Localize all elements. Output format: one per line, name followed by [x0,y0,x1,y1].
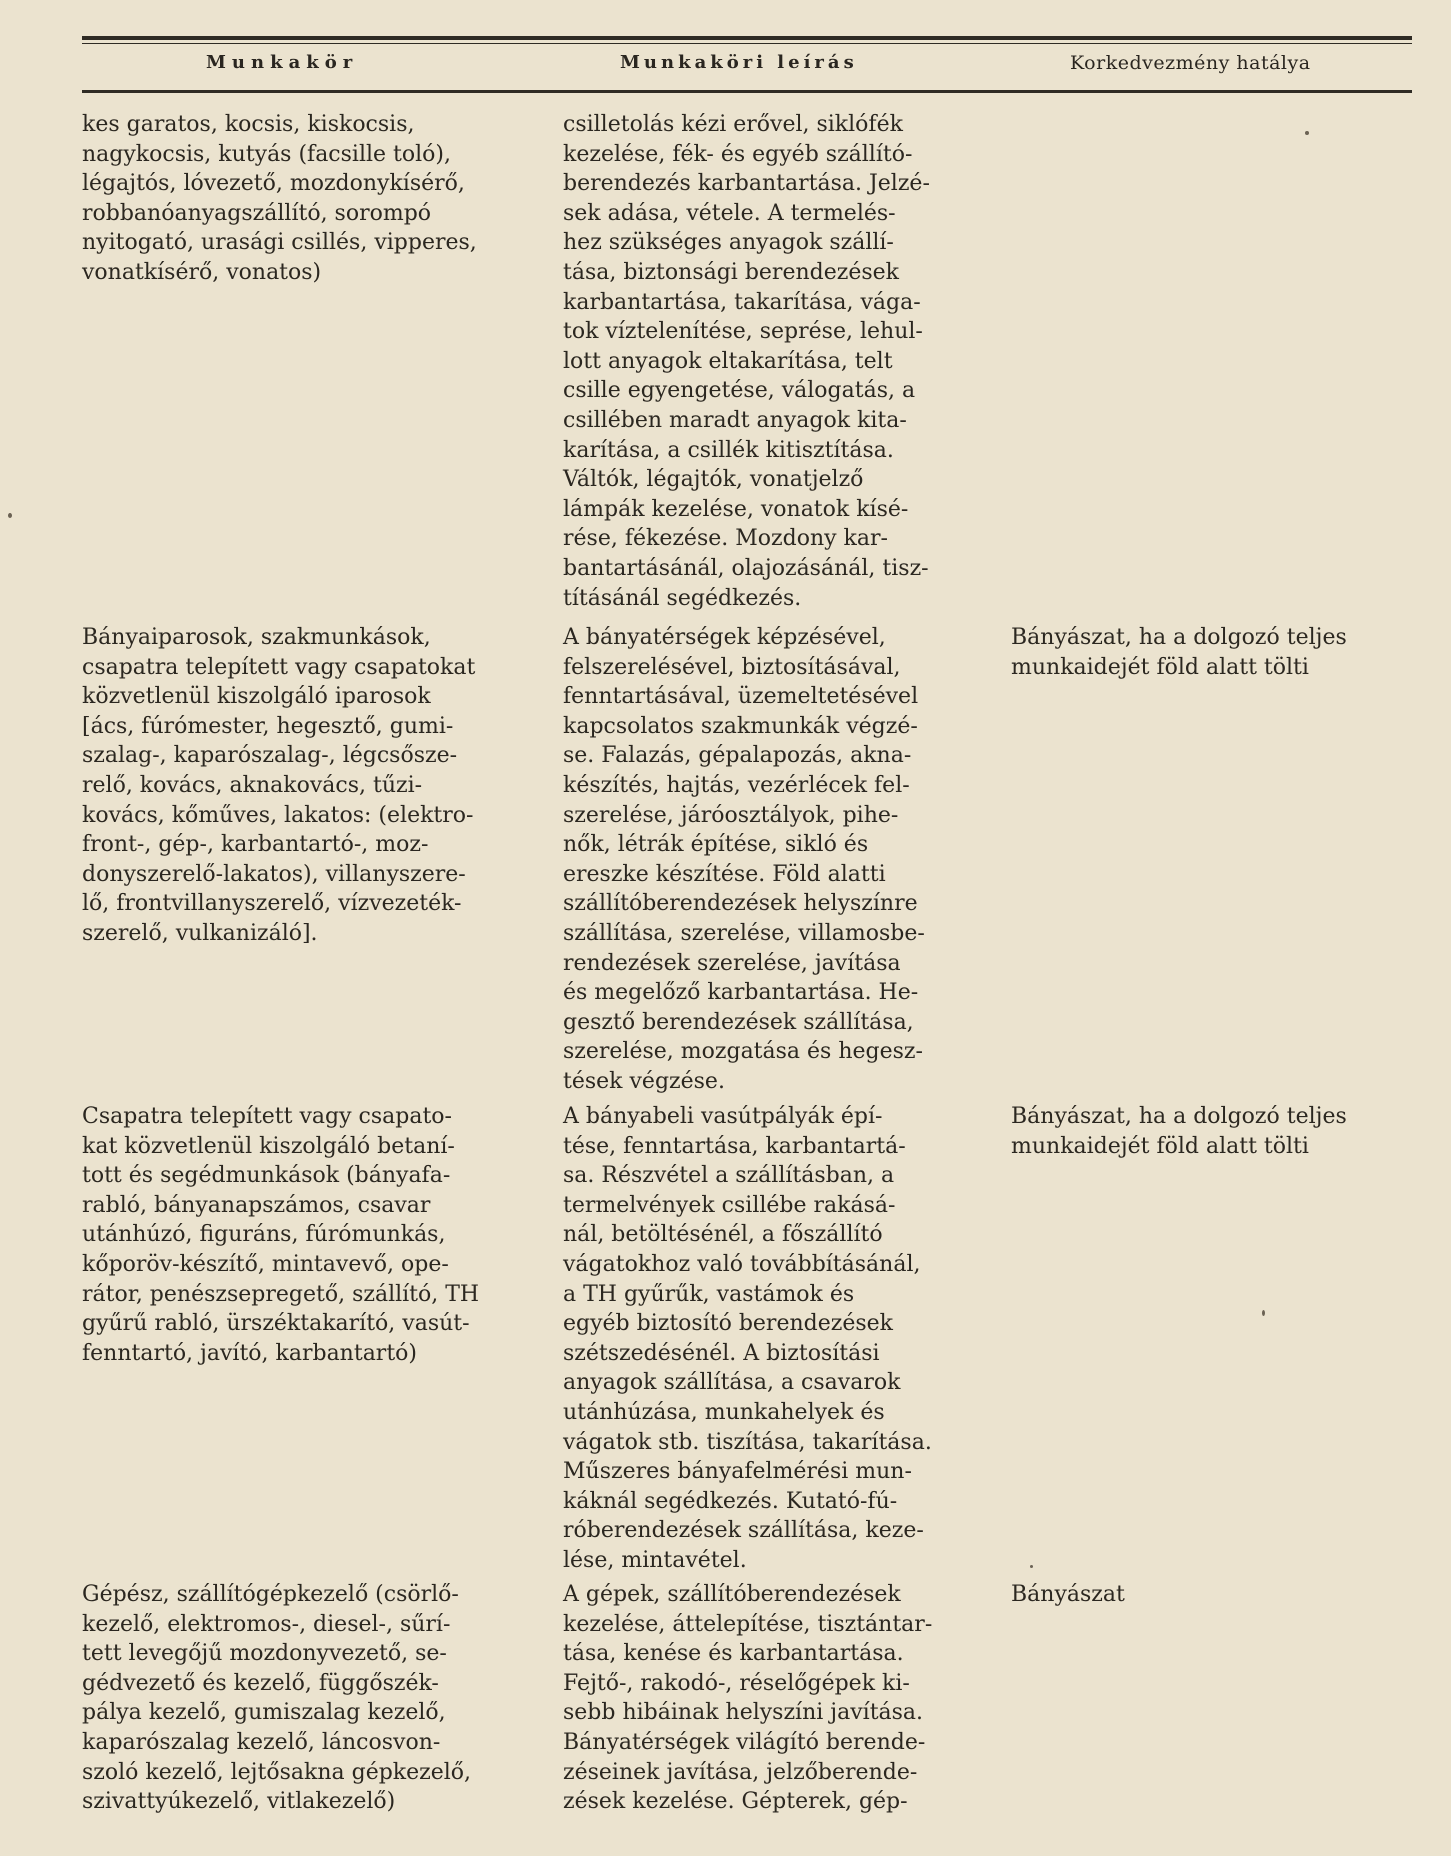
header-rule-bottom [82,90,1412,93]
column-header-scope: Korkedvezmény hatálya [1070,52,1311,74]
row-4-job: Gépész, szállítógépkezelő (csörlő- kezelő, elektromos-, diesel-, sűrí- tett levegőjű mozdonyvezető, se- gédvezető és kezelő, függőszék- pálya kezelő, gumiszalag kezelő, kaparószalag kezelő, láncosvon- szoló kezelő, lejtősakna gépkezelő, szivattyúkezelő, vitlakezelő) [82,1582,472,1815]
paper-speck [1262,1310,1265,1316]
row-3-description: A bányabeli vasútpályák épí- tése, fenntartása, karbantartá- sa. Részvétel a szállításban, a termelvények csillébe rakásá- nál, betöltésénél, a főszállító vágatokhoz való továbbításánál, a TH gyűrűk, vastámok és egyéb biztosító berendezések szétszedésénél. A biztosítási anyagok szállítása, a csavarok utánhúzása, munkahelyek és vágatok stb. tiszítása, takarítása. Műszeres bányafelmérési mun- káknál segédkezés. Kutató-fú- róberendezések szállítása, keze- lése, mintavétel. [563,1104,932,1573]
column-header-job: Munkakör [206,52,359,73]
paper-speck [8,513,12,518]
header-rule-top [82,36,1412,40]
paper-speck [1030,1565,1033,1568]
column-header-description: Munkaköri leírás [620,52,858,73]
row-1-description: csilletolás kézi erővel, siklófék kezelése, fék- és egyéb szállító- berendezés karbantartása. Jelzé- sek adása, vétele. A termelés- hez szükséges anyagok szállí- tása, biztonsági berendezések karbantartása, takarítása, vága- tok víztelenítése, seprése, lehul- lott anyagok eltakarítása, telt csille egyengetése, válogatás, a csillében maradt anyagok kita- karítása, a csillék kitisztítása. Váltók, légajtók, vonatjelző lámpák kezelése, vonatok kísé- rése, fékezése. Mozdony kar- bantartásánál, olajozásánál, tisz- tításánál segédkezés. [563,112,930,611]
row-3-job: Csapatra telepített vagy csapato- kat közvetlenül kiszolgáló betaní- tott és segédmunkások (bányafa- rabló, bányanapszámos, csavar utánhúzó, figuráns, fúrómunkás, kőporöv-készítő, mintavevő, ope- rátor, penészsepregető, szállító, TH gyűrű rabló, ürszéktakarító, vasút- fenntartó, javító, karbantartó) [82,1104,480,1366]
row-4-description: A gépek, szállítóberendezések kezelése, áttelepítése, tisztántar- tása, kenése és karbantartása. Fejtő-, rakodó-, réselőgépek ki- sebb hibáinak helyszíni javítása. Bányatérségek világító berende- zéseinek javítása, jelzőberende- zések kezelése. Gépterek, gép- [563,1582,933,1815]
paper-speck [1305,131,1309,135]
row-3-scope: Bányászat, ha a dolgozó teljes munkaidejét föld alatt tölti [1011,1104,1347,1159]
row-2-job: Bányaiparosok, szakmunkások, csapatra telepített vagy csapatokat közvetlenül kiszolgáló iparosok [ács, fúrómester, hegesztő, gumi- szalag-, kaparószalag-, légcsősze- relő, kovács, aknakovács, tűzi- kovács, kőműves, lakatos: (elektro- front-, gép-, karbantartó-, moz- donyszerelő-lakatos), villanyszere- lő, frontvillanyszerelő, vízvezeték- szerelő, vulkanizáló]. [82,625,476,946]
row-1-job: kes garatos, kocsis, kiskocsis, nagykocsis, kutyás (facsille toló), légajtós, lóvezető, mozdonykísérő, robbanóanyagszállító, sorompó nyitogató, urasági csillés, vipperes, vonatkísérő, vonatos) [82,112,477,285]
row-2-description: A bányatérségek képzésével, felszerelésével, biztosításával, fenntartásával, üzemeltetésével kapcsolatos szakmunkák végzé- se. Falazás, gépalapozás, akna- készítés, hajtás, vezérlécek fel- szerelése, járóosztályok, pihe- nők, létrák építése, sikló és ereszke készítése. Föld alatti szállítóberendezések helyszínre szállítása, szerelése, villamosbe- rendezések szerelése, javítása és megelőző karbantartása. He- gesztő berendezések szállítása, szerelése, mozgatása és hegesz- tések végzése. [563,625,925,1094]
header-rule-top-thin [82,43,1412,44]
row-4-scope: Bányászat [1011,1582,1125,1607]
row-2-scope: Bányászat, ha a dolgozó teljes munkaidejét föld alatt tölti [1011,625,1347,680]
